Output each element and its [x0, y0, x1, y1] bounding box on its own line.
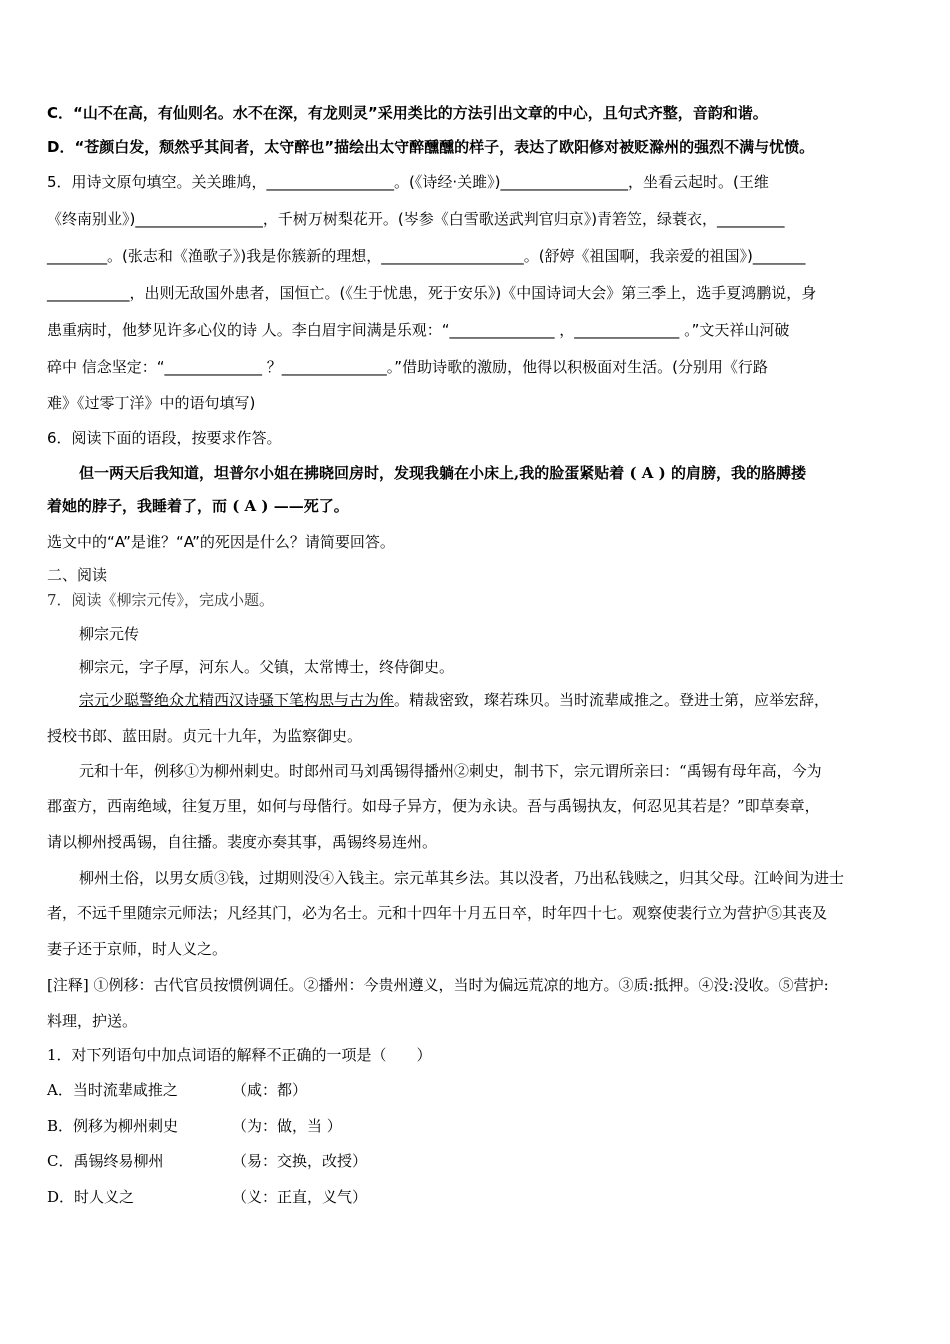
q7-title: 7．阅读《柳宗元传》，完成小题。 — [47, 591, 275, 609]
option-gloss: （义：正直，义气） — [232, 1188, 368, 1206]
option-d: D．“苍颜白发，颓然乎其间者，太守醉也”描绘出太守醉醺醺的样子，表达了欧阳修对被贬滁州的强烈不满与忧愤。 — [47, 138, 815, 156]
option-label: C．禹锡终易柳州 — [47, 1152, 164, 1170]
option-gloss: （易：交换，改授） — [232, 1152, 368, 1170]
q5-line: 5．用诗文原句填空。关关雎鸠，_________________。(《诗经·关雎》)_________________，坐看云起时。(王维 — [47, 173, 769, 191]
option-a — [47, 1080, 308, 1100]
q6-question: 选文中的“A”是谁？“A”的死因是什么？请简要回答。 — [47, 533, 395, 551]
paragraph-4-line: 者，不远千里随宗元师法；凡经其门，必为名士。元和十四年十月五日卒，时年四十七。观察使裴行立为营护⑤其丧及 — [47, 904, 828, 922]
option-label: D．时人义之 — [47, 1188, 135, 1206]
option-gloss: （为：做，当 ） — [232, 1117, 342, 1135]
paragraph-2-text: 。精裁密致，璨若珠贝。当时流辈咸推之。登进士第，应举宏辞， — [394, 691, 830, 709]
q5-line: 难》《过零丁洋》中的语句填写) — [47, 394, 256, 412]
q6-passage-line: 但一两天后我知道，坦普尔小姐在拂晓回房时，发现我躺在小床上,我的脸蛋紧贴着 ( A ) 的肩膀，我的胳膊搂 — [79, 464, 806, 482]
paragraph-2-line: 授校书郎、蓝田尉。贞元十九年，为监察御史。 — [47, 727, 363, 745]
paragraph-4-line: 妻子还于京师，时人义之。 — [47, 940, 228, 958]
q5-line: 碎中 信念坚定：“_____________ ？______________。”借助诗歌的激励，他得以积极面对生活。(分别用《行路 — [47, 358, 768, 376]
option-gloss: （咸：都） — [232, 1081, 308, 1099]
section-heading: 二、阅读 — [47, 566, 108, 584]
option-label: B．例移为柳州刺史 — [47, 1117, 179, 1135]
paragraph-4-line: 柳州土俗，以男女质③钱，过期则没④入钱主。宗元革其乡法。其以没者，乃出私钱赎之，归其父母。江岭间为进士 — [79, 869, 845, 887]
notes-line: [注释] ①例移：古代官员按惯例调任。②播州：今贵州遵义，当时为偏远荒凉的地方。③质:抵押。④没:没收。⑤营护: — [47, 976, 829, 994]
q6-passage-line: 着她的脖子，我睡着了，而 ( A ) ——死了。 — [47, 497, 349, 515]
underlined-sentence: 宗元少聪警绝众尤精西汉诗骚下笔构思与古为侔 — [79, 691, 395, 709]
paragraph-3-line: 郡蛮方，西南绝域，往复万里，如何与母偕行。如母子异方，便为永诀。吾与禹锡执友，何忍见其若是？”即草奏章， — [47, 797, 820, 815]
q5-line: 《终南别业》)_________________，千树万树梨花开。(岑参《白雪歌送武判官归京》)青箬笠，绿蓑衣，_________ — [47, 210, 785, 228]
q5-line: ___________，出则无敌国外患者，国恒亡。(《生于忧患，死于安乐》)《中国诗词大会》第三季上，选手夏鸿鹏说，身 — [47, 284, 817, 302]
option-c — [47, 1151, 368, 1171]
q6-title: 6．阅读下面的语段，按要求作答。 — [47, 429, 282, 447]
option-label: A．当时流辈咸推之 — [47, 1081, 178, 1099]
option-b — [47, 1116, 342, 1136]
text-title: 柳宗元传 — [79, 625, 140, 643]
notes-line: 料理，护送。 — [47, 1012, 138, 1030]
paragraph-1: 柳宗元，字子厚，河东人。父镇，太常博士，终侍御史。 — [79, 658, 455, 676]
q5-line: 患重病时，他梦见许多心仪的诗 人。李白眉宇间满是乐观：“______________ ，______________ 。”文天祥山河破 — [47, 321, 790, 339]
paragraph-3-line: 请以柳州授禹锡，自往播。裴度亦奏其事，禹锡终易连州。 — [47, 833, 438, 851]
paragraph-2 — [79, 690, 829, 710]
q5-line: ________。(张志和《渔歌子》)我是你簇新的理想，___________________。(舒婷《祖国啊，我亲爱的祖国》)_______ — [47, 247, 806, 265]
sub-question-stem: 1．对下列语句中加点词语的解释不正确的一项是（ ） — [47, 1046, 432, 1064]
option-d — [47, 1187, 368, 1207]
option-c: C．“山不在高，有仙则名。水不在深，有龙则灵”采用类比的方法引出文章的中心，且句式齐整，音韵和谐。 — [47, 104, 768, 122]
paragraph-3-line: 元和十年，例移①为柳州刺史。时郎州司马刘禹锡得播州②刺史，制书下，宗元谓所亲曰：“禹锡有母年高，今为 — [79, 762, 822, 780]
